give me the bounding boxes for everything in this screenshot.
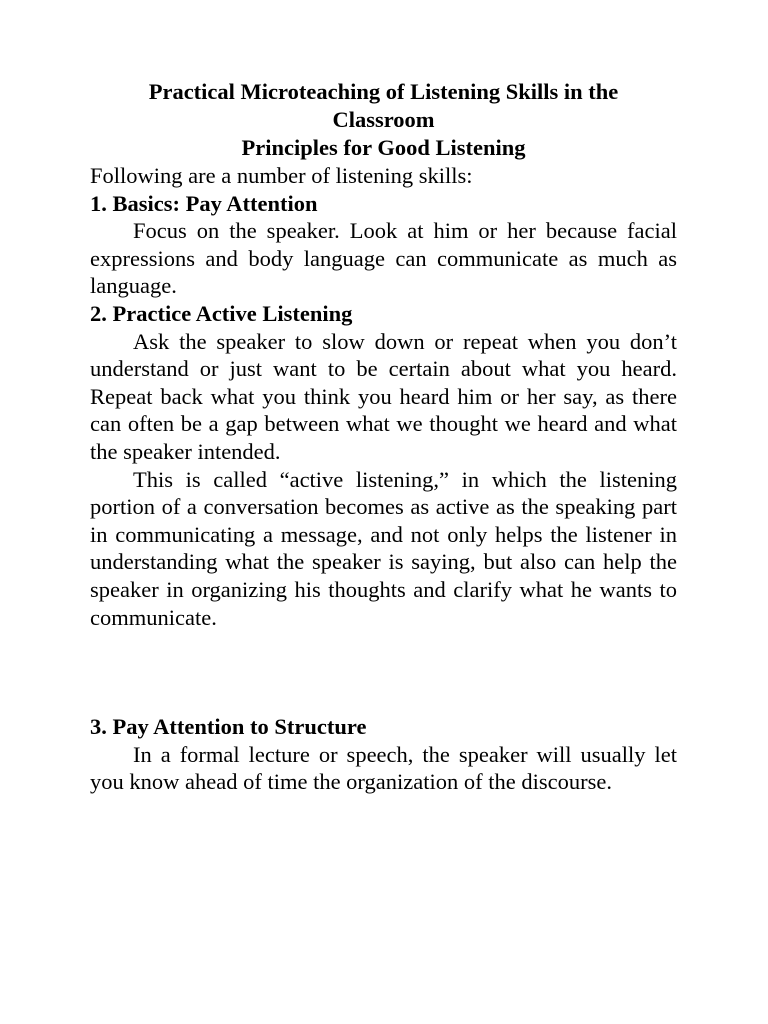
document-page [90, 78, 677, 796]
intro-text: Following are a number of listening skills: [90, 163, 473, 188]
section-3-heading: 3. Pay Attention to Structure [90, 714, 367, 740]
section-2-paragraph-2: This is called “active listening,” in which the listening portion of a conversation becomes as active as the speaking part in communicating a message, and not only helps the listener in understanding what the speaker is saying, but also can help the speaker in organizing his thoughts and clarify what he wants to communicate. [90, 466, 677, 630]
section-spacer [90, 631, 677, 713]
section-2-heading: 2. Practice Active Listening [90, 300, 353, 326]
title-line-1: Practical Microteaching of Listening Skills in the [148, 79, 619, 104]
section-3-paragraph-1: In a formal lecture or speech, the speaker will usually let you know ahead of time the organization of the discourse. [90, 741, 677, 795]
document-title [90, 78, 677, 162]
title-line-2: Classroom [332, 107, 435, 132]
section-1-heading: 1. Basics: Pay Attention [90, 190, 318, 216]
title-line-3: Principles for Good Listening [241, 135, 526, 160]
section-1-paragraph-1: Focus on the speaker. Look at him or her because facial expressions and body language can communicate as much as language. [90, 218, 677, 299]
section-2-paragraph-1: Ask the speaker to slow down or repeat when you don’t understand or just want to be certain about what you heard. Repeat back what you think you heard him or her say, as there can often be a gap between what we thought we heard and what the speaker intended. [90, 328, 677, 464]
